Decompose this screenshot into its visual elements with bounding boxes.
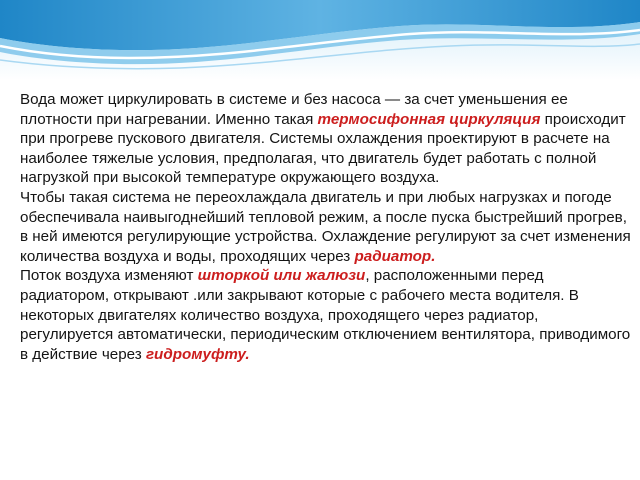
highlighted-term: термосифонная циркуляция	[317, 110, 541, 128]
paragraph	[20, 266, 632, 364]
text-segment: Вода может циркулировать в системе и без насоса — за счет уменьшения ее плотности при нагревании. Именно такая	[20, 91, 568, 128]
highlighted-term: гидромуфту.	[145, 345, 250, 363]
body-text	[20, 90, 632, 364]
text-segment: Поток воздуха изменяют	[20, 267, 198, 285]
wave-header-decoration	[0, 0, 640, 80]
highlighted-term: шторкой или жалюзи	[197, 267, 366, 285]
text-segment: , расположенными перед радиатором, открывают .или закрывают которые с рабочего места водителя. В некоторых двигателях количество воздуха, проходящего через радиатор, регулируется автоматически, периодическим отключением вентилятора, приводимого в действие через	[20, 267, 631, 363]
text-segment: Чтобы такая система не переохлаждала двигатель и при любых нагрузках и погоде обеспечивала наивыгоднейший тепловой режим, а после пуска быстрейший прогрев, в ней имеются регулирующие устройства. Охлаждение регулируют за счет изменения количества воздуха и воды, проходящих через	[20, 188, 631, 265]
paragraph	[20, 188, 632, 266]
highlighted-term: радиатор.	[354, 247, 436, 265]
text-segment: происходит при прогреве пускового двигателя. Системы охлаждения проектируют в расчете на наиболее тяжелые условия, предполагая, что двигатель будет работать с полной нагрузкой при высокой температуре окружающего воздуха.	[20, 110, 626, 187]
paragraph	[20, 90, 632, 188]
